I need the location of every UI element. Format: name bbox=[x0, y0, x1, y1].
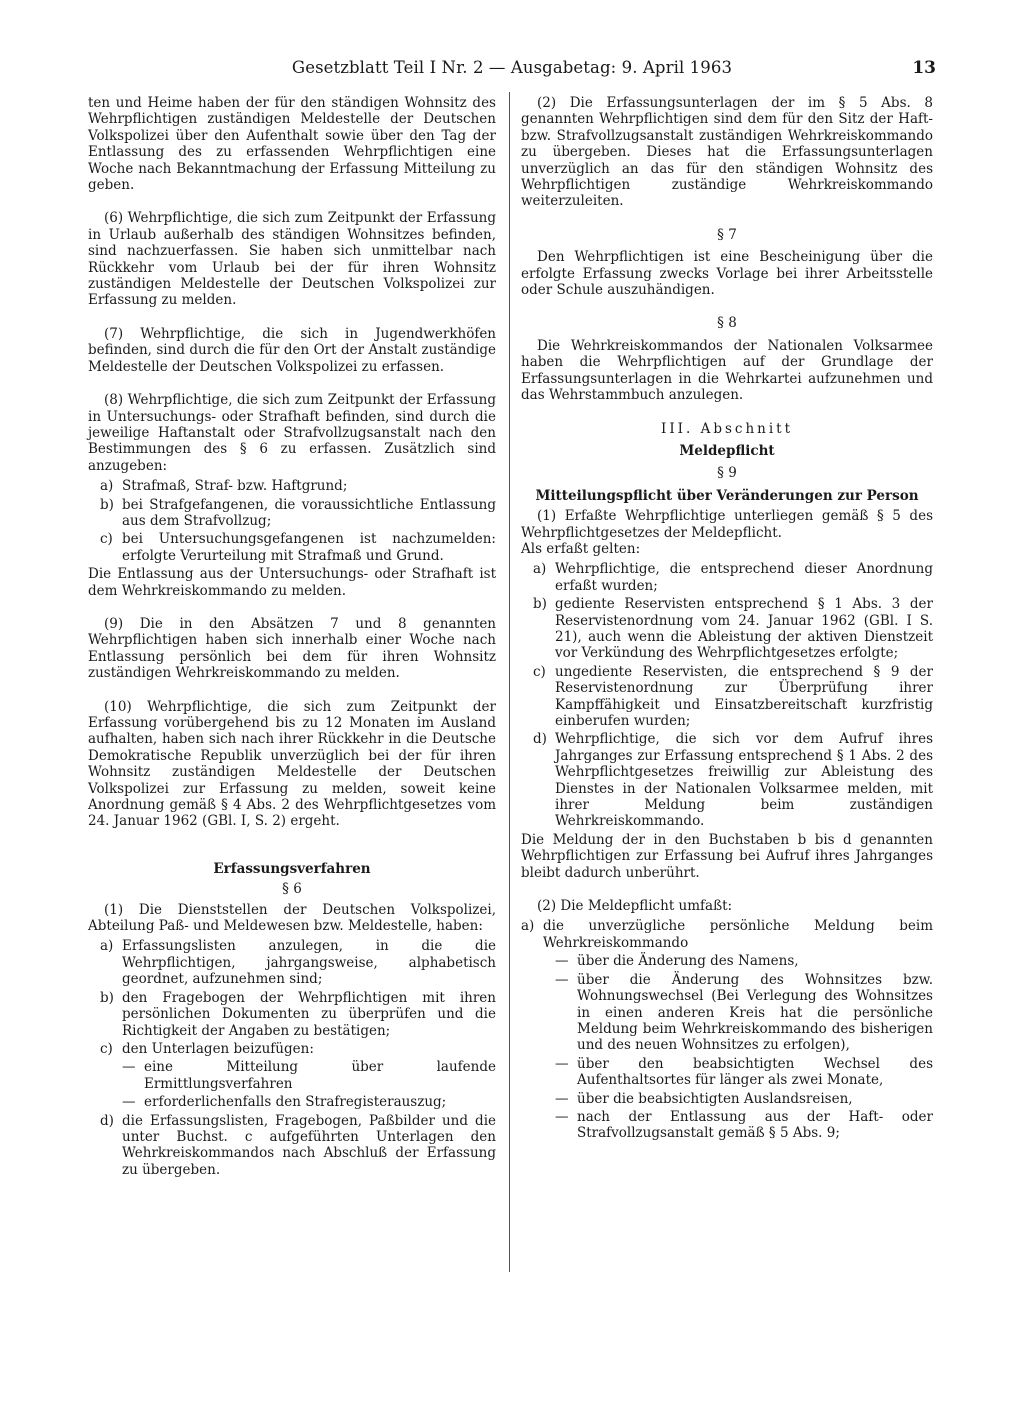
list-item bbox=[521, 596, 933, 662]
dash-item-text: eine Mitteilung über laufende Ermittlungsverfahren bbox=[144, 1059, 496, 1092]
list-item-label: b) bbox=[100, 989, 114, 1006]
list-item bbox=[521, 561, 933, 594]
dash-item-text: nach der Entlassung aus der Haft- oder Strafvollzugsanstalt gemäß § 5 Abs. 9; bbox=[577, 1108, 933, 1142]
paragraph-9: (9) Die in den Absätzen 7 und 8 genannten Wehrpflichtigen haben sich innerhalb einer Woche nach Entlassung persönlich bei dem für ihren Wohnsitz zuständigen Wehrkreiskommando zu melden. bbox=[88, 615, 496, 682]
column-divider bbox=[509, 92, 510, 1272]
list-item bbox=[521, 918, 933, 951]
dash-marker: — bbox=[555, 1055, 569, 1072]
list-item bbox=[88, 497, 496, 530]
heading-mitteilungspflicht: Mitteilungspflicht über Veränderungen zur Person bbox=[535, 487, 919, 504]
list-item-label: b) bbox=[100, 496, 114, 513]
dash-marker: — bbox=[555, 953, 569, 970]
list-item-text: die Erfassungslisten, Fragebogen, Paßbilder und die unter Buchst. c aufgeführten Unterlagen den Wehrkreiskommandos nach Abschluß der Erfassung zu übergeben. bbox=[122, 1112, 496, 1178]
list-item-text: ungediente Reservisten, die entsprechend § 9 der Reservistenordnung zur Überprüfung ihrer Kampffähigkeit und Einsatzbereitschaft kurzfristig einberufen wurden; bbox=[555, 663, 933, 729]
list-item bbox=[88, 1113, 496, 1179]
section-6-list bbox=[88, 938, 496, 1178]
list-item-text: Wehrpflichtige, die sich vor dem Aufruf ihres Jahrganges zur Erfassung entsprechend § 1 Abs. 2 des Wehrpflichtgesetzes freiwillig zur Ableistung des Dienstes in der Nationalen Volksarmee melden, mit ihrer Meldung beim zuständigen Wehrkreiskommando. bbox=[555, 731, 933, 830]
paragraph-8: (8) Wehrpflichtige, die sich zum Zeitpunkt der Erfassung in Untersuchungs- oder Strafhaft befinden, sind durch die jeweilige Haftanstalt oder Strafvollzugsanstalt nach den Bestimmungen des § 6 zu erfassen. Zusätzlich sind anzugeben: bbox=[88, 392, 496, 474]
section-8-number: § 8 bbox=[717, 315, 737, 332]
list-item-text: die unverzügliche persönliche Meldung beim Wehrkreiskommando bbox=[543, 918, 933, 951]
dash-marker: — bbox=[555, 971, 569, 988]
list-item-text: den Unterlagen beizufügen: bbox=[122, 1040, 314, 1057]
list-item-label: a) bbox=[100, 478, 114, 495]
page-header bbox=[88, 58, 936, 80]
dash-item bbox=[555, 1091, 933, 1107]
list-item-label: c) bbox=[533, 663, 546, 680]
section-6-paragraph-1: (1) Die Dienststellen der Deutschen Volkspolizei, Abteilung Paß- und Meldewesen bzw. Meldestelle, haben: bbox=[88, 901, 496, 935]
list-item bbox=[521, 664, 933, 730]
list-item bbox=[521, 731, 933, 829]
list-item-label: a) bbox=[521, 918, 535, 935]
dash-item-text: über die beabsichtigten Auslandsreisen, bbox=[577, 1090, 853, 1107]
heading-erfassungsverfahren: Erfassungsverfahren bbox=[213, 860, 371, 877]
section-9-p2-list bbox=[521, 918, 933, 1141]
header-title: Gesetzblatt Teil I Nr. 2 — Ausgabetag: 9. April 1963 bbox=[291, 58, 733, 77]
section-6-paragraph-2: (2) Die Erfassungsunterlagen der im § 5 Abs. 8 genannten Wehrpflichtigen sind dem für den Sitz der Haft- bzw. Strafvollzugsanstalt zuständigen Wehrkreiskommando zu übergeben. Dieses hat die Erfassungsunterlagen unverzüglich an das für den ständigen Wohnsitz des Wehrpflichtigen zuständige Wehrkreiskommando weiterzuleiten. bbox=[521, 95, 933, 210]
section-9-paragraph-2: (2) Die Meldepflicht umfaßt: bbox=[537, 898, 733, 915]
paragraph-continuation: ten und Heime haben der für den ständigen Wohnsitz des Wehrpflichtigen zuständigen Meldestelle der Deutschen Volkspolizei über den Aufenthalt sowie über den Tag der Entlassung des zu erfassenden Wehrpflichtigen eine Woche nach Bekanntmachung der Erfassung Mitteilung zu geben. bbox=[88, 95, 496, 194]
dash-item bbox=[555, 1109, 933, 1142]
section-8-text: Die Wehrkreiskommandos der Nationalen Volksarmee haben die Wehrpflichtigen auf der Grundlage der Erfassungsunterlagen in die Wehrkartei aufzunehmen und das Wehrstammbuch anzulegen. bbox=[521, 337, 933, 404]
section-9-after-list: Die Meldung der in den Buchstaben b bis d genannten Wehrpflichtigen zur Erfassung bei Aufruf ihres Jahrganges bleibt dadurch unberührt. bbox=[521, 831, 933, 881]
dash-item-text: über den beabsichtigten Wechsel des Aufenthaltsortes für länger als zwei Monate, bbox=[577, 1055, 933, 1089]
dash-item-text: über die Änderung des Namens, bbox=[577, 953, 799, 970]
dash-marker: — bbox=[555, 1090, 569, 1107]
list-item-text: Strafmaß, Straf- bzw. Haftgrund; bbox=[122, 478, 348, 495]
page-number: 13 bbox=[912, 58, 936, 78]
section-9-number: § 9 bbox=[717, 465, 737, 482]
section-9-paragraph-1: (1) Erfaßte Wehrpflichtige unterliegen gemäß § 5 des Wehrpflichtgesetzes der Meldepflicht. bbox=[521, 508, 933, 541]
dash-item bbox=[555, 953, 933, 969]
list-item-label: d) bbox=[533, 731, 547, 748]
dash-marker: — bbox=[122, 1059, 136, 1076]
list-item-text: den Fragebogen der Wehrpflichtigen mit ihren persönlichen Dokumenten zu überprüfen und die Richtigkeit der Angaben zu bestätigen; bbox=[122, 989, 496, 1039]
list-item bbox=[88, 478, 496, 494]
list-item-text: Erfassungslisten anzulegen, in die die Wehrpflichtigen, jahrgangsweise, alphabetisch geordnet, aufzunehmen sind; bbox=[122, 938, 496, 988]
section-9-als-erfasst: Als erfaßt gelten: bbox=[521, 540, 641, 557]
paragraph-8-list bbox=[88, 478, 496, 564]
dash-item-text: erforderlichenfalls den Strafregisterauszug; bbox=[144, 1094, 447, 1111]
section-9-list bbox=[521, 561, 933, 830]
section-7-number: § 7 bbox=[717, 226, 737, 243]
dash-item bbox=[555, 972, 933, 1054]
list-item-label: b) bbox=[533, 596, 547, 613]
list-item-label: c) bbox=[100, 531, 113, 548]
paragraph-7: (7) Wehrpflichtige, die sich in Jugendwerkhöfen befinden, sind durch die für den Ort der Anstalt zuständige Meldestelle der Deutschen Volkspolizei zu erfassen. bbox=[88, 325, 496, 375]
list-item-label: d) bbox=[100, 1112, 114, 1129]
paragraph-6: (6) Wehrpflichtige, die sich zum Zeitpunkt der Erfassung in Urlaub außerhalb des ständigen Wohnsitzes befinden, sind nachzuerfassen. Sie haben sich unmittelbar nach Rückkehr vom Urlaub bei der für ihren Wohnsitz zuständigen Meldestelle der Deutschen Volkspolizei zur Erfassung zu melden. bbox=[88, 210, 496, 309]
right-column bbox=[521, 95, 933, 1144]
abschnitt-heading: III. Abschnitt bbox=[660, 420, 794, 437]
list-item-label: c) bbox=[100, 1040, 113, 1057]
paragraph-10: (10) Wehrpflichtige, die sich zum Zeitpunkt der Erfassung vorübergehend bis zu 12 Monaten im Ausland aufhalten, haben sich nach ihrer Rückkehr in die Deutsche Demokratische Republik unverzüglich bei der für ihren Wohnsitz zuständigen Meldestelle der Deutschen Volkspolizei zur Erfassung zu melden, soweit keine Anordnung gemäß § 4 Abs. 2 des Wehrpflichtgesetzes vom 24. Januar 1962 (GBl. I, S. 2) ergeht. bbox=[88, 698, 496, 830]
list-item bbox=[88, 990, 496, 1039]
list-item bbox=[88, 531, 496, 564]
heading-meldepflicht: Meldepflicht bbox=[679, 442, 775, 459]
list-item bbox=[88, 1041, 496, 1057]
list-item-text: Wehrpflichtige, die entsprechend dieser Anordnung erfaßt wurden; bbox=[555, 561, 933, 594]
section-6-number: § 6 bbox=[282, 881, 302, 898]
list-item-label: a) bbox=[100, 938, 114, 955]
list-item-label: a) bbox=[533, 561, 547, 578]
dash-marker: — bbox=[122, 1094, 136, 1111]
dash-item bbox=[122, 1094, 496, 1110]
dash-marker: — bbox=[555, 1108, 569, 1125]
list-item-text: bei Strafgefangenen, die voraussichtliche Entlassung aus dem Strafvollzug; bbox=[122, 496, 496, 529]
dash-item-text: über die Änderung des Wohnsitzes bzw. Wohnungswechsel (Bei Verlegung des Wohnsitzes in einen anderen Kreis hat die persönliche Meldung beim Wehrkreiskommando des bisherigen und des neuen Wohnsitzes zu erfolgen), bbox=[577, 971, 933, 1054]
left-column bbox=[88, 95, 496, 1180]
paragraph-8-after: Die Entlassung aus der Untersuchungs- oder Strafhaft ist dem Wehrkreiskommando zu melden. bbox=[88, 566, 496, 599]
list-item-text: gediente Reservisten entsprechend § 1 Abs. 3 der Reservistenordnung vom 24. Januar 1962 (GBl. I S. 21), auch wenn die Ableistung der aktiven Dienstzeit vor Verkündung des Wehrpflichtgesetzes erfolgte; bbox=[555, 596, 933, 662]
dash-item bbox=[122, 1059, 496, 1092]
dash-item bbox=[555, 1056, 933, 1089]
list-item-text: bei Untersuchungsgefangenen ist nachzumelden: erfolgte Verurteilung mit Strafmaß und Grund. bbox=[122, 531, 496, 564]
section-7-text: Den Wehrpflichtigen ist eine Bescheinigung über die erfolgte Erfassung zwecks Vorlage bei ihrer Arbeitsstelle oder Schule auszuhändigen. bbox=[521, 249, 933, 299]
list-item bbox=[88, 938, 496, 987]
